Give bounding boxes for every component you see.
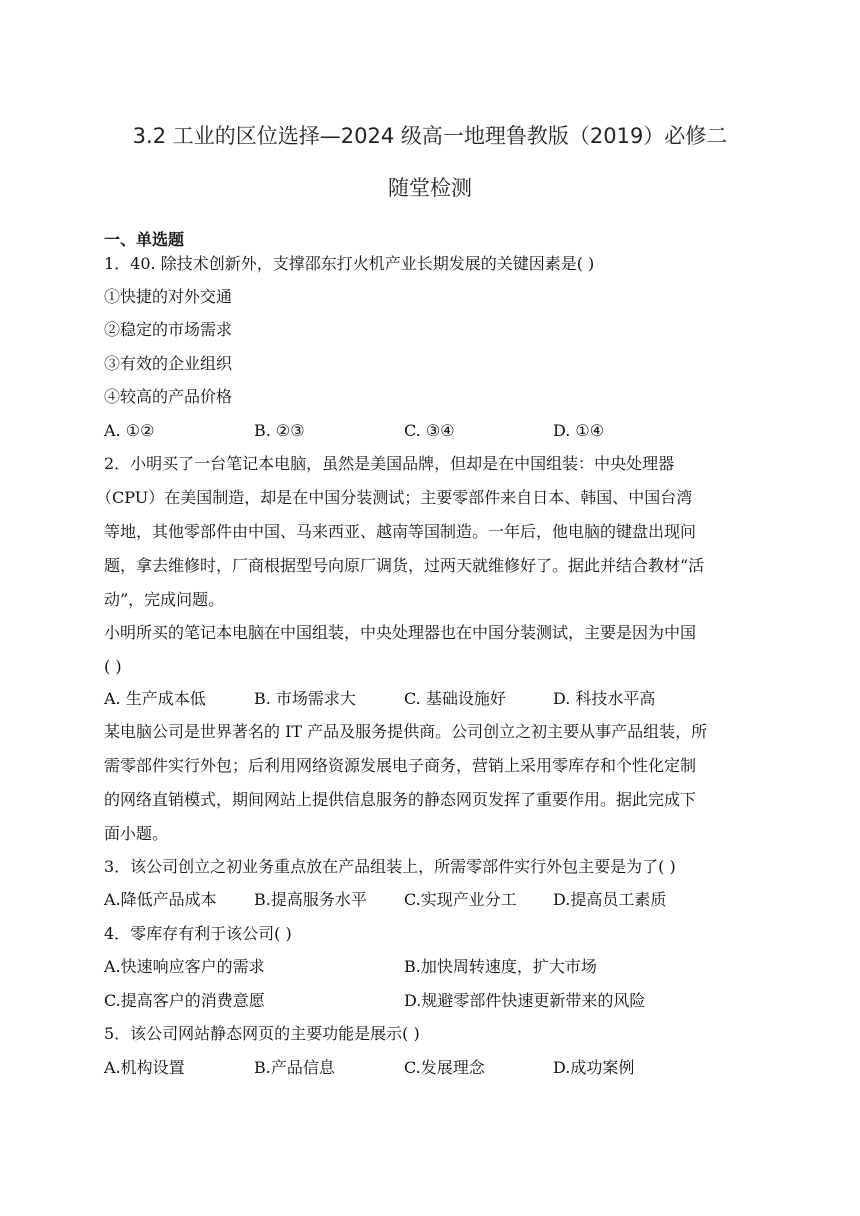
section-heading: 一、单选题 xyxy=(104,230,185,249)
q5-option-c: C.发展理念 xyxy=(404,1058,485,1077)
q2-option-d: D. 科技水平高 xyxy=(553,689,656,708)
q1-item-3: ③有效的企业组织 xyxy=(104,354,233,373)
q2-passage-line: （CPU）在美国制造，却是在中国分装测试；主要零部件来自日本、韩国、中国台湾 xyxy=(96,488,693,507)
q5-stem: 5．该公司网站静态网页的主要功能是展示( ) xyxy=(104,1024,420,1043)
q2-passage-line: 等地，其他零部件由中国、马来西亚、越南等国制造。一年后，他电脑的键盘出现问 xyxy=(104,522,697,541)
q2-passage-line: 2．小明买了一台笔记本电脑，虽然是美国品牌，但却是在中国组装：中央处理器 xyxy=(104,454,675,473)
q1-option-b: B. ②③ xyxy=(254,421,305,440)
q2-passage-line: 动”，完成问题。 xyxy=(104,590,225,609)
q5-option-b: B.产品信息 xyxy=(254,1058,335,1077)
q4-option-c: C.提高客户的消费意愿 xyxy=(104,991,265,1010)
q2-passage-line: 题，拿去维修时，厂商根据型号向原厂调货，过两天就维修好了。据此并结合教材“活 xyxy=(104,556,705,575)
q1-option-a: A. ①② xyxy=(104,421,155,440)
q1-option-c: C. ③④ xyxy=(404,421,455,440)
q5-option-d: D.成功案例 xyxy=(553,1058,635,1077)
q3-option-c: C.实现产业分工 xyxy=(404,890,517,909)
passage2-line: 某电脑公司是世界著名的 IT 产品及服务提供商。公司创立之初主要从事产品组装，所 xyxy=(104,722,708,741)
passage2-line: 需零部件实行外包；后利用网络资源发展电子商务，营销上采用零库存和个性化定制 xyxy=(104,756,697,775)
passage2-line: 的网络直销模式，期间网站上提供信息服务的静态网页发挥了重要作用。据此完成下 xyxy=(104,790,697,809)
q4-option-a: A.快速响应客户的需求 xyxy=(104,957,265,976)
q2-option-b: B. 市场需求大 xyxy=(254,689,356,708)
title-line-1: 3.2 工业的区位选择—2024 级高一地理鲁教版（2019）必修二 xyxy=(132,124,728,148)
q4-option-d: D.规避零部件快速更新带来的风险 xyxy=(404,991,646,1010)
q5-option-a: A.机构设置 xyxy=(104,1058,185,1077)
q1-item-4: ④较高的产品价格 xyxy=(104,387,233,406)
q3-option-b: B.提高服务水平 xyxy=(254,890,367,909)
q2-stem-line: 小明所买的笔记本电脑在中国组装，中央处理器也在中国分装测试，主要是因为中国 xyxy=(104,623,697,642)
q2-option-a: A. 生产成本低 xyxy=(104,689,206,708)
q4-stem: 4．零库存有利于该公司( ) xyxy=(104,924,292,943)
q1-option-d: D. ①④ xyxy=(553,421,605,440)
q4-option-b: B.加快周转速度，扩大市场 xyxy=(404,957,597,976)
q3-option-d: D.提高员工素质 xyxy=(553,890,667,909)
passage2-line: 面小题。 xyxy=(104,824,169,843)
q2-stem-line: ( ) xyxy=(104,657,122,676)
q1-item-2: ②稳定的市场需求 xyxy=(104,320,233,339)
title-line-2: 随堂检测 xyxy=(388,176,472,200)
q3-stem: 3．该公司创立之初业务重点放在产品组装上，所需零部件实行外包主要是为了( ) xyxy=(104,857,676,876)
q3-option-a: A.降低产品成本 xyxy=(104,890,217,909)
q1-item-1: ①快捷的对外交通 xyxy=(104,287,233,306)
q2-option-c: C. 基础设施好 xyxy=(404,689,506,708)
q1-stem: 1．40. 除技术创新外，支撑邵东打火机产业长期发展的关键因素是( ) xyxy=(104,254,595,273)
